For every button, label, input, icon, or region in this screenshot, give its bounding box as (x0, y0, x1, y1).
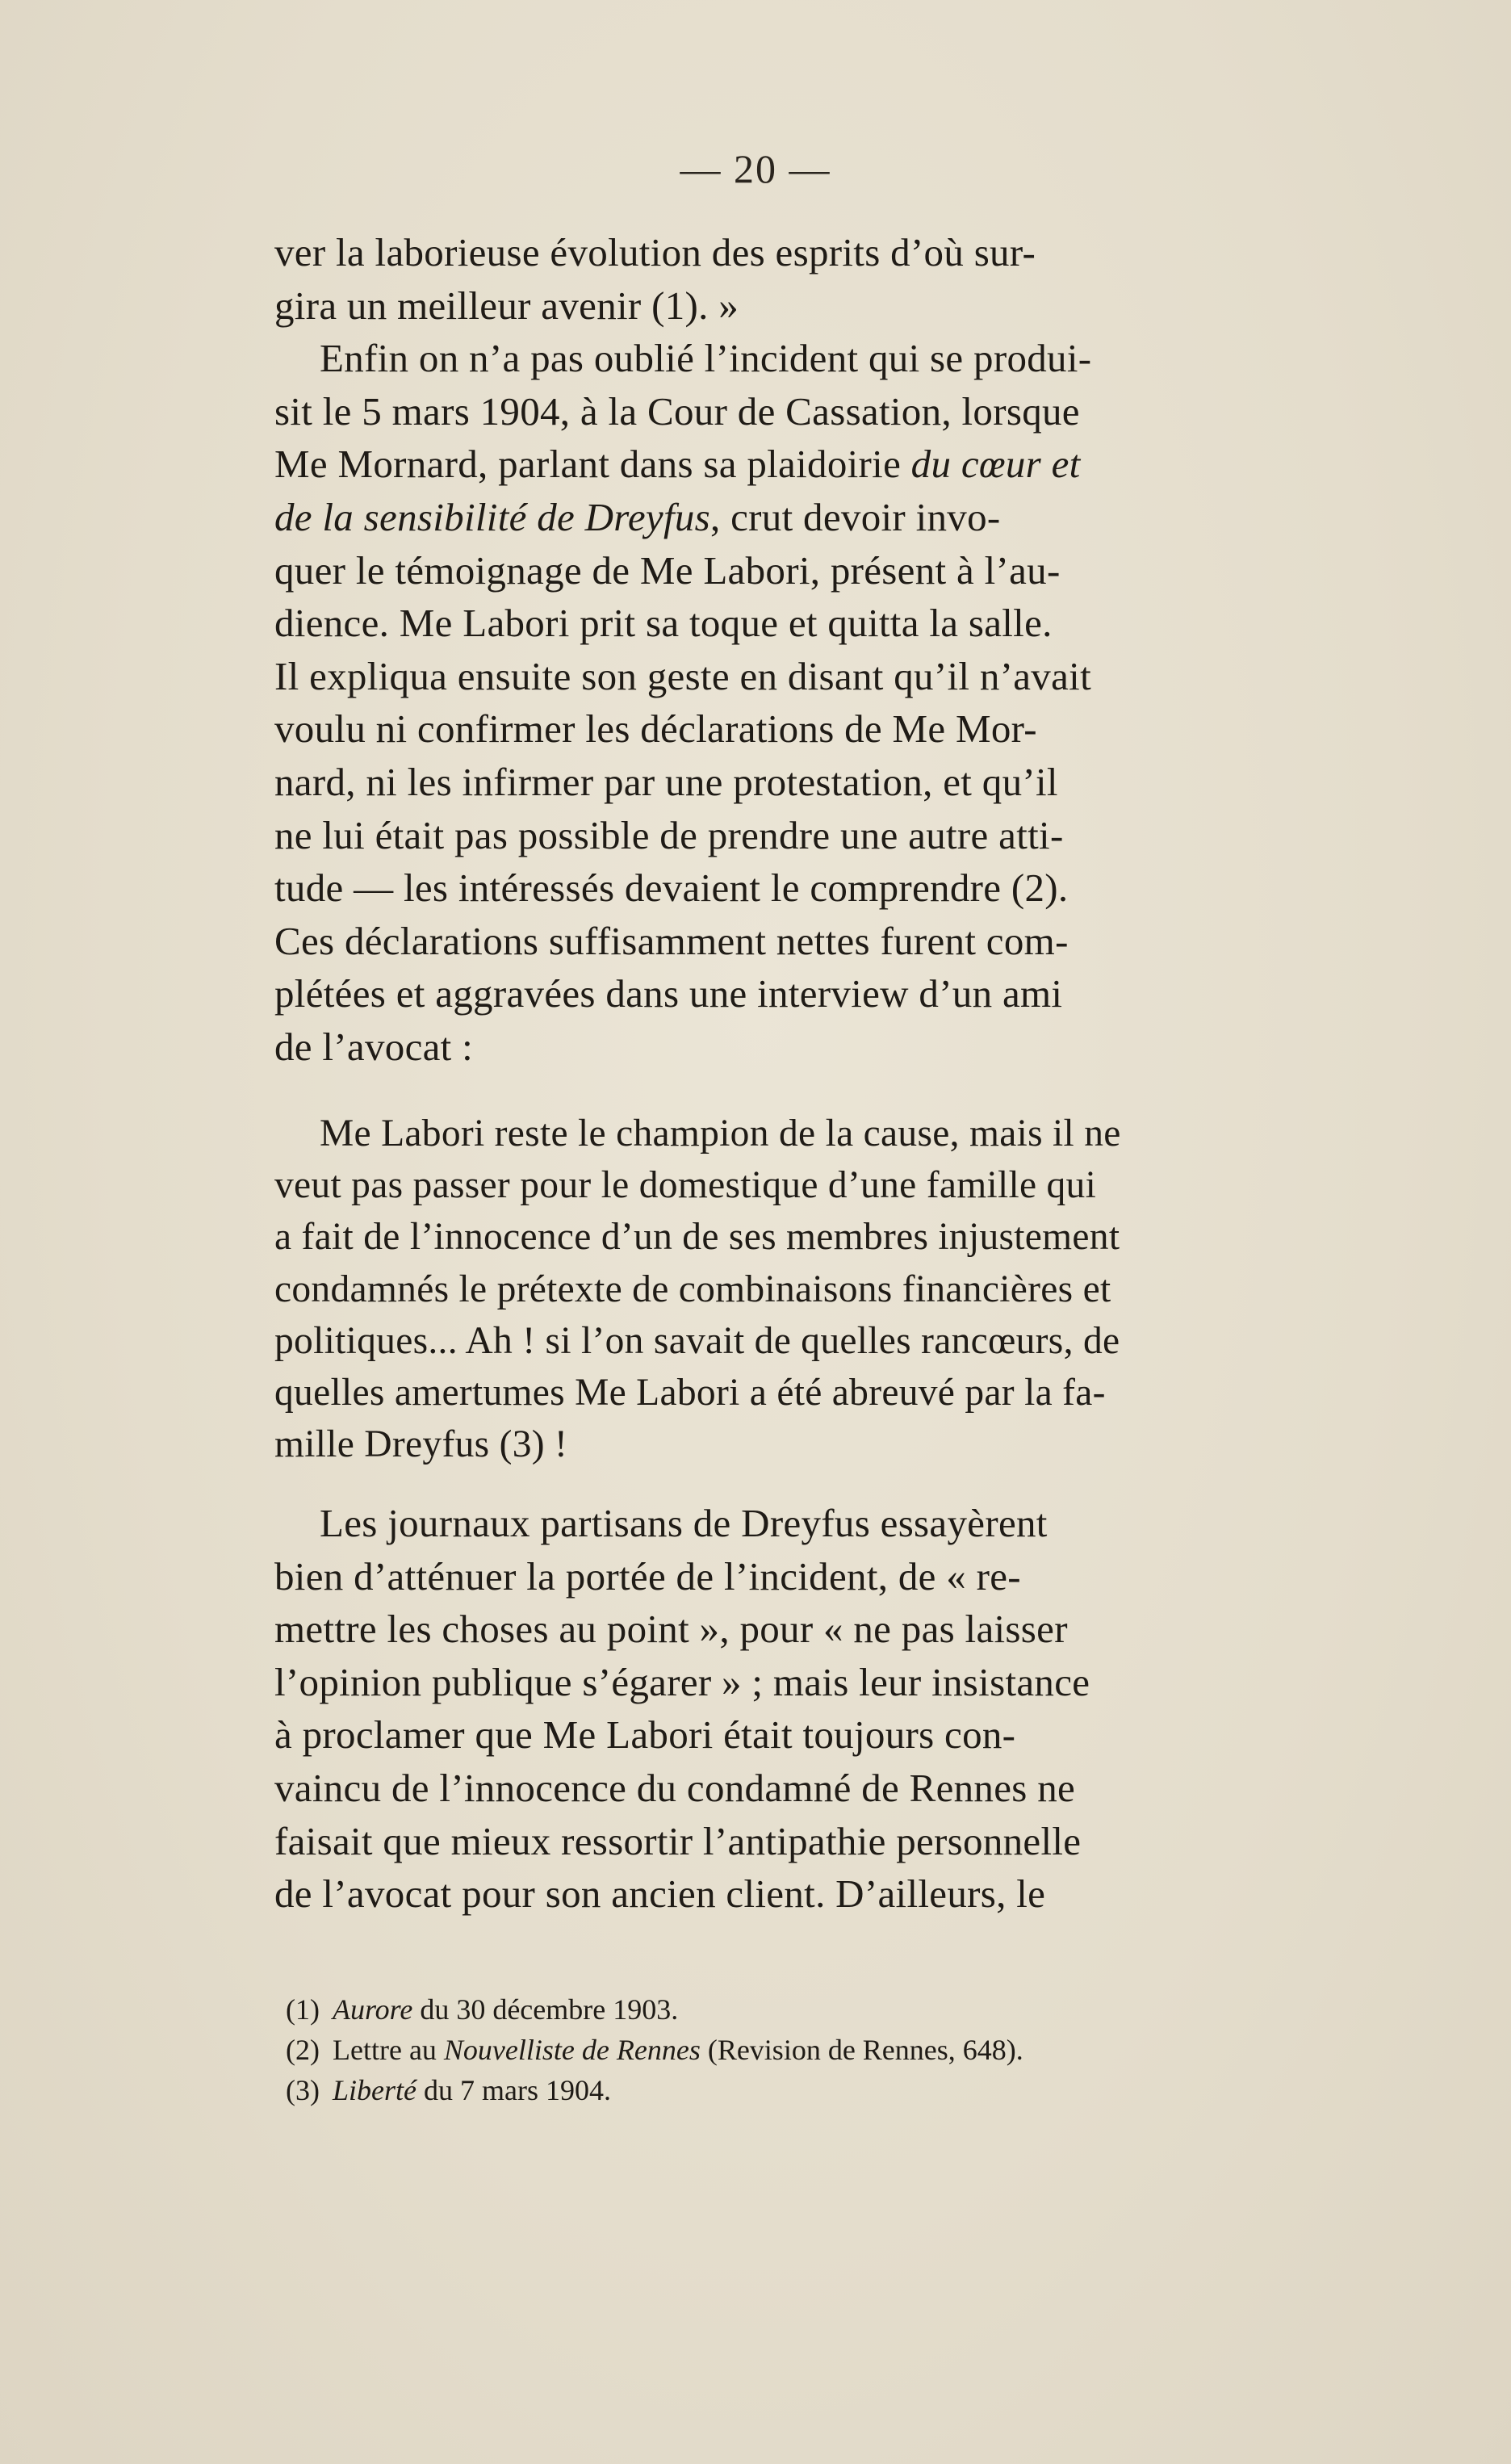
italic-phrase: de la sensibilité de Dreyfus (274, 494, 711, 539)
text-line: veut pas passer pour le domestique d’une famille qui (274, 1164, 1097, 1207)
text-line: mettre les choses au point », pour « ne pas laisser (274, 1607, 1068, 1652)
text-line: Les journaux partisans de Dreyfus essayèrent (320, 1501, 1048, 1545)
text-line: de l’avocat pour son ancien client. D’ailleurs, le (274, 1871, 1046, 1917)
paragraph-text (274, 226, 1316, 1074)
text-line: ne lui était pas possible de prendre une autre atti- (274, 812, 1064, 857)
text-line: Ces déclarations suffisamment nettes furent com- (274, 918, 1069, 963)
text-line: sit le 5 mars 1904, à la Cour de Cassation, lorsque (274, 388, 1080, 434)
footnotes (286, 1989, 1335, 2110)
text-line: Enfin on n’a pas oublié l’incident qui se produi- (320, 336, 1092, 381)
text-line: ver la laborieuse évolution des esprits d’où sur- (274, 230, 1036, 274)
text-line: faisait que mieux ressortir l’antipathie personnelle (274, 1818, 1082, 1863)
text-line: dience. Me Labori prit sa toque et quitta la salle. (274, 601, 1053, 646)
text-line: mille Dreyfus (3) ! (274, 1423, 568, 1466)
text-line: nard, ni les infirmer par une protestation, et qu’il (274, 759, 1058, 804)
paragraph-main-1 (274, 226, 1316, 1074)
text-line: l’opinion publique s’égarer » ; mais leur insistance (274, 1659, 1090, 1704)
text-line: gira un meilleur avenir (1). » (274, 283, 739, 328)
text-line: quelles amertumes Me Labori a été abreuvé par la fa- (274, 1372, 1106, 1414)
text-line: a fait de l’innocence d’un de ses membres injustement (274, 1216, 1120, 1259)
text-line: vaincu de l’innocence du condamné de Rennes ne (274, 1765, 1076, 1810)
text-line: plétées et aggravées dans une interview d’un ami (274, 971, 1063, 1016)
text-line: quer le témoignage de Me Labori, présent à l’au- (274, 547, 1061, 593)
text-segment: , crut devoir invo- (710, 494, 1001, 539)
text-line: condamnés le prétexte de combinaisons financières et (274, 1268, 1111, 1310)
text-line: à proclamer que Me Labori était toujours con- (274, 1712, 1016, 1758)
footnote-text: du 7 mars 1904. (416, 2074, 611, 2106)
text-segment: Me Mornard, parlant dans sa plaidoirie (274, 442, 911, 487)
text-line: de l’avocat : (274, 1024, 474, 1069)
footnote-source: Aurore (333, 1993, 413, 2026)
text-line: Il expliqua ensuite son geste en disant qu’il n’avait (274, 653, 1091, 698)
footnote-prefix: Lettre au (333, 2034, 444, 2066)
text-line: tude — les intéressés devaient le comprendre (2). (274, 865, 1069, 911)
italic-phrase: du cœur et (910, 442, 1081, 487)
text-line (274, 491, 1316, 544)
footnote-text: (Revision de Rennes, 648). (700, 2034, 1023, 2066)
footnote-source: Liberté (333, 2074, 416, 2106)
quote-text (274, 1108, 1316, 1470)
footnote-number: (1) (286, 1993, 320, 2026)
text-line: bien d’atténuer la portée de l’incident, de « re- (274, 1553, 1021, 1599)
text-line: politiques... Ah ! si l’on savait de quelles rancœurs, de (274, 1319, 1120, 1362)
footnote-1 (286, 1989, 1335, 2030)
text-line: voulu ni confirmer les déclarations de Me Mor- (274, 706, 1037, 752)
text-line (274, 438, 1316, 491)
paragraph-text (274, 1497, 1316, 1921)
text-line: Me Labori reste le champion de la cause, mais il ne (320, 1113, 1121, 1154)
footnote-source: Nouvelliste de Rennes (443, 2034, 701, 2066)
block-quote (274, 1108, 1316, 1470)
footnote-2 (286, 2030, 1335, 2070)
footnote-number: (2) (286, 2034, 320, 2066)
footnote-text: du 30 décembre 1903. (412, 1993, 679, 2026)
footnote-number: (3) (286, 2074, 320, 2106)
paragraph-main-2 (274, 1497, 1316, 1921)
page-number: — 20 — (680, 146, 831, 191)
footnote-3 (286, 2070, 1335, 2110)
